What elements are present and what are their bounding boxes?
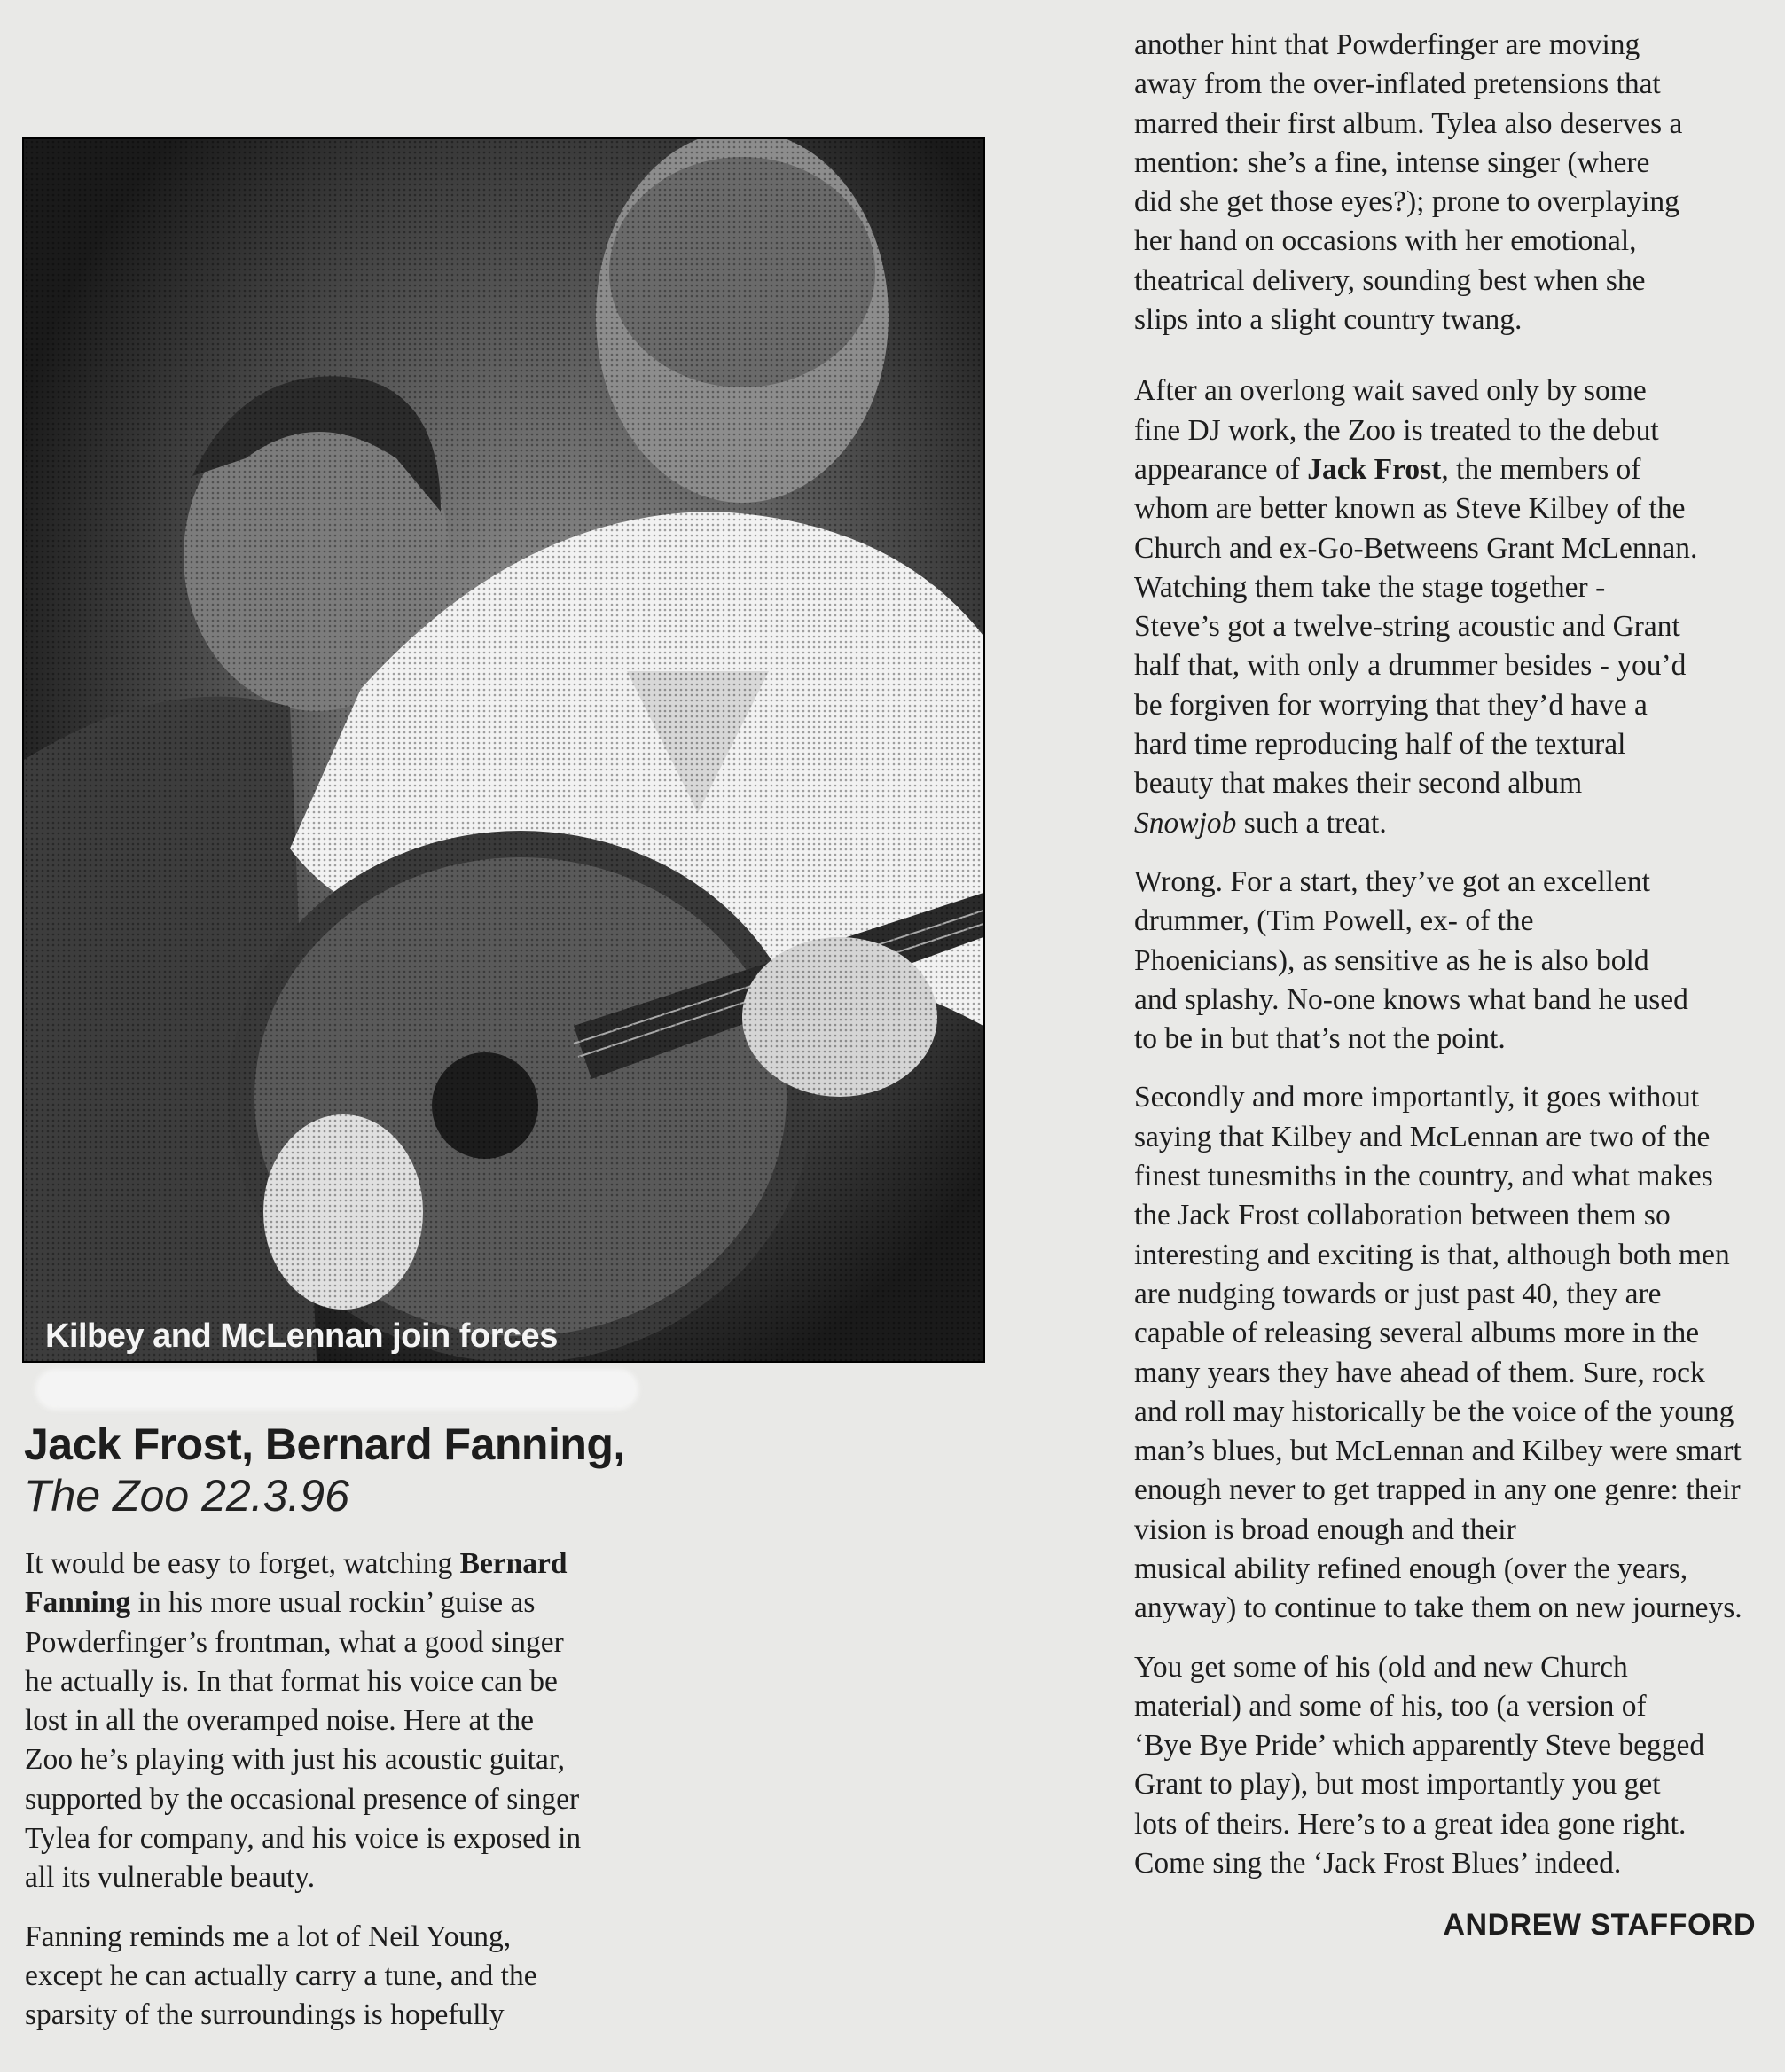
text-line: did she get those eyes?); prone to overplaying: [1134, 185, 1679, 219]
headline-venue-date: The Zoo 22.3.96: [24, 1471, 349, 1521]
text-line: and splashy. No-one knows what band he used: [1134, 982, 1688, 1016]
bold-name: Fanning: [25, 1586, 131, 1620]
text-line: Steve’s got a twelve-string acoustic and Grant: [1134, 610, 1680, 644]
text-line: marred their first album. Tylea also deserves a: [1134, 106, 1683, 140]
text-line: After an overlong wait saved only by some: [1134, 374, 1647, 408]
paragraph-3: [1134, 26, 1773, 340]
paragraph-7: [1134, 1648, 1773, 1884]
photo-two-guitarists-icon: [24, 139, 983, 1361]
white-out-smudge: [35, 1369, 638, 1410]
text-line: [25, 1544, 681, 1583]
text-run: in his more usual rockin’ guise as: [130, 1586, 536, 1620]
text-line: Grant to play), but most importantly you get: [1134, 1768, 1661, 1802]
text-line: to be in but that’s not the point.: [1134, 1022, 1506, 1056]
paragraph-4: [1134, 371, 1773, 843]
article-headline: [24, 1419, 698, 1521]
text-line: lost in all the overamped noise. Here at the: [25, 1704, 534, 1738]
text-line: Wrong. For a start, they’ve got an excellent: [1134, 864, 1650, 898]
text-line: interesting and exciting is that, although both men: [1134, 1238, 1730, 1271]
text-line: half that, with only a drummer besides - you’d: [1134, 649, 1687, 683]
paragraph-5: [1134, 863, 1773, 1059]
text-line: [25, 1583, 681, 1622]
text-line: slips into a slight country twang.: [1134, 303, 1523, 337]
right-column: [1134, 26, 1773, 1903]
text-line: ‘Bye Bye Pride’ which apparently Steve begged: [1134, 1729, 1705, 1763]
text-line: and roll may historically be the voice of the young: [1134, 1395, 1734, 1428]
text-line: You get some of his (old and new Church: [1134, 1650, 1628, 1684]
text-line: Zoo he’s playing with just his acoustic guitar,: [25, 1743, 566, 1777]
text-line: finest tunesmiths in the country, and what makes: [1134, 1160, 1713, 1193]
text-line: except he can actually carry a tune, and the: [25, 1959, 537, 1992]
text-line: are nudging towards or just past 40, they are: [1134, 1277, 1662, 1310]
text-run: It would be easy to forget, watching: [25, 1547, 460, 1580]
text-line: hard time reproducing half of the textural: [1134, 728, 1626, 762]
text-line: saying that Kilbey and McLennan are two of the: [1134, 1120, 1711, 1153]
text-line: lots of theirs. Here’s to a great idea gone right.: [1134, 1807, 1687, 1841]
text-line: Secondly and more importantly, it goes without: [1134, 1081, 1700, 1114]
text-line: theatrical delivery, sounding best when she: [1134, 263, 1646, 297]
text-run: , the members of: [1441, 452, 1641, 486]
text-line: capable of releasing several albums more in the: [1134, 1317, 1700, 1350]
text-line: her hand on occasions with her emotional,: [1134, 224, 1637, 258]
text-line: be forgiven for worrying that they’d have a: [1134, 688, 1648, 722]
text-line: the Jack Frost collaboration between them so: [1134, 1199, 1671, 1232]
text-line: Powderfinger’s frontman, what a good singer: [25, 1625, 564, 1659]
italic-album-title: Snowjob: [1134, 806, 1237, 840]
text-line: Watching them take the stage together -: [1134, 570, 1606, 604]
bold-name: Jack Frost: [1307, 452, 1442, 486]
text-line: drummer, (Tim Powell, ex- of the: [1134, 904, 1534, 938]
text-line: supported by the occasional presence of singer: [25, 1782, 580, 1816]
text-run: appearance of: [1134, 452, 1308, 486]
text-line: beauty that makes their second album: [1134, 767, 1583, 801]
paragraph-2: [25, 1918, 681, 2036]
paragraph-6: [1134, 1078, 1773, 1628]
text-line: man’s blues, but McLennan and Kilbey were smart: [1134, 1435, 1742, 1468]
article-photo: [22, 137, 985, 1363]
text-line: vision is broad enough and their: [1134, 1513, 1516, 1546]
text-line: Church and ex-Go-Betweens Grant McLennan.: [1134, 531, 1698, 565]
author-byline: ANDREW STAFFORD: [1443, 1908, 1756, 1942]
text-line: he actually is. In that format his voice can be: [25, 1664, 558, 1698]
text-line: another hint that Powderfinger are moving: [1134, 28, 1640, 61]
left-column: [25, 1544, 681, 2055]
text-line: mention: she’s a fine, intense singer (where: [1134, 145, 1650, 179]
text-line: sparsity of the surroundings is hopefully: [25, 1998, 505, 2032]
text-line: Fanning reminds me a lot of Neil Young,: [25, 1920, 512, 1953]
text-line: material) and some of his, too (a version of: [1134, 1689, 1647, 1723]
text-line: enough never to get trapped in any one genre: their: [1134, 1474, 1741, 1507]
text-line: all its vulnerable beauty.: [25, 1861, 316, 1895]
bold-name: Bernard: [459, 1547, 568, 1580]
text-line: [1134, 450, 1773, 489]
text-line: [1134, 804, 1773, 843]
text-line: musical ability refined enough (over the years,: [1134, 1552, 1688, 1585]
text-line: Tylea for company, and his voice is exposed in: [25, 1822, 582, 1856]
text-line: many years they have ahead of them. Sure, rock: [1134, 1356, 1705, 1389]
text-line: whom are better known as Steve Kilbey of the: [1134, 492, 1686, 526]
text-line: away from the over-inflated pretensions that: [1134, 67, 1661, 101]
text-line: anyway) to continue to take them on new journeys.: [1134, 1591, 1742, 1625]
text-line: Come sing the ‘Jack Frost Blues’ indeed.: [1134, 1847, 1622, 1880]
text-line: Phoenicians), as sensitive as he is also bold: [1134, 943, 1649, 977]
paragraph-1: [25, 1544, 681, 1898]
text-run: such a treat.: [1236, 806, 1387, 840]
photo-caption: Kilbey and McLennan join forces: [45, 1317, 558, 1355]
text-line: fine DJ work, the Zoo is treated to the debut: [1134, 413, 1659, 447]
headline-title: Jack Frost, Bernard Fanning,: [24, 1419, 625, 1469]
